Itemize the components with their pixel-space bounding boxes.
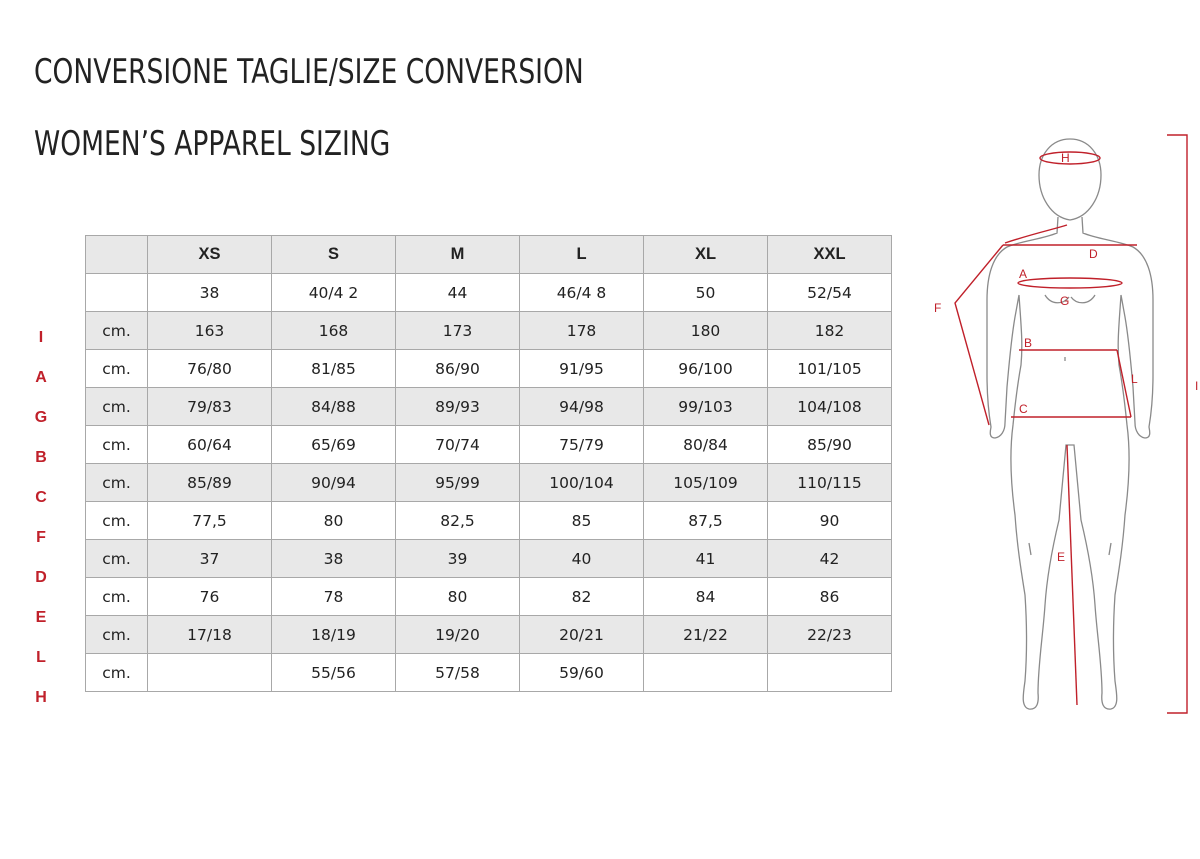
value-cell: 70/74 — [396, 426, 520, 464]
label-a: A — [1019, 267, 1028, 281]
measurement-guides — [955, 135, 1187, 713]
value-cell: 75/79 — [520, 426, 644, 464]
value-cell: 182 — [768, 312, 892, 350]
header-row — [86, 236, 892, 274]
unit-cell: cm. — [86, 464, 148, 502]
body-measurement-figure — [925, 125, 1200, 725]
value-cell: 86/90 — [396, 350, 520, 388]
value-cell: 94/98 — [520, 388, 644, 426]
value-cell: 80 — [396, 578, 520, 616]
value-cell: 40/4 2 — [272, 274, 396, 312]
table-row — [86, 616, 892, 654]
table-row — [86, 388, 892, 426]
value-cell: 59/60 — [520, 654, 644, 692]
value-cell: 76 — [148, 578, 272, 616]
table-row — [86, 578, 892, 616]
label-c: C — [1019, 402, 1028, 416]
value-cell: 100/104 — [520, 464, 644, 502]
value-cell: 96/100 — [644, 350, 768, 388]
row-letter-h: H — [35, 689, 47, 706]
value-cell: 52/54 — [768, 274, 892, 312]
value-cell: 89/93 — [396, 388, 520, 426]
value-cell: 105/109 — [644, 464, 768, 502]
value-cell: 79/83 — [148, 388, 272, 426]
size-table — [85, 235, 892, 692]
label-e: E — [1057, 550, 1066, 564]
label-g: G — [1060, 294, 1070, 308]
value-cell: 84 — [644, 578, 768, 616]
value-cell: 84/88 — [272, 388, 396, 426]
unit-cell: cm. — [86, 540, 148, 578]
unit-cell: cm. — [86, 350, 148, 388]
unit-cell: cm. — [86, 502, 148, 540]
unit-cell — [86, 274, 148, 312]
value-cell: 178 — [520, 312, 644, 350]
measurement-letters — [20, 315, 62, 715]
value-cell: 40 — [520, 540, 644, 578]
page-subtitle: WOMEN’S APPAREL SIZING — [34, 124, 391, 164]
unit-cell: cm. — [86, 616, 148, 654]
value-cell: 110/115 — [768, 464, 892, 502]
row-letter-i: I — [38, 329, 44, 346]
unit-cell: cm. — [86, 426, 148, 464]
unit-cell: cm. — [86, 312, 148, 350]
value-cell: 41 — [644, 540, 768, 578]
value-cell — [148, 654, 272, 692]
table-row — [86, 274, 892, 312]
unit-cell: cm. — [86, 578, 148, 616]
value-cell: 168 — [272, 312, 396, 350]
value-cell: 77,5 — [148, 502, 272, 540]
header-cell-blank — [86, 236, 148, 274]
value-cell: 85 — [520, 502, 644, 540]
row-letter-a: A — [35, 369, 47, 386]
value-cell: 17/18 — [148, 616, 272, 654]
table-row — [86, 312, 892, 350]
value-cell: 20/21 — [520, 616, 644, 654]
value-cell: 76/80 — [148, 350, 272, 388]
value-cell: 82,5 — [396, 502, 520, 540]
header-cell-xl: XL — [644, 236, 768, 274]
label-f: F — [934, 301, 942, 315]
value-cell: 80/84 — [644, 426, 768, 464]
value-cell: 180 — [644, 312, 768, 350]
value-cell: 21/22 — [644, 616, 768, 654]
unit-cell: cm. — [86, 388, 148, 426]
label-d: D — [1089, 247, 1098, 261]
value-cell: 85/90 — [768, 426, 892, 464]
value-cell: 78 — [272, 578, 396, 616]
label-i: I — [1195, 379, 1199, 393]
value-cell: 82 — [520, 578, 644, 616]
row-letter-e: E — [35, 609, 47, 626]
value-cell: 86 — [768, 578, 892, 616]
page-title: CONVERSIONE TAGLIE/SIZE CONVERSION — [34, 52, 584, 92]
value-cell: 90/94 — [272, 464, 396, 502]
label-h: H — [1061, 151, 1070, 165]
value-cell: 80 — [272, 502, 396, 540]
value-cell: 55/56 — [272, 654, 396, 692]
value-cell: 38 — [272, 540, 396, 578]
header-cell-m: M — [396, 236, 520, 274]
value-cell: 173 — [396, 312, 520, 350]
label-b: B — [1024, 336, 1033, 350]
header-cell-l: L — [520, 236, 644, 274]
unit-cell: cm. — [86, 654, 148, 692]
table-row — [86, 426, 892, 464]
row-letter-f: F — [36, 529, 46, 546]
row-letter-l: L — [36, 649, 46, 666]
value-cell: 44 — [396, 274, 520, 312]
value-cell: 90 — [768, 502, 892, 540]
value-cell: 60/64 — [148, 426, 272, 464]
value-cell: 87,5 — [644, 502, 768, 540]
row-letter-b: B — [35, 449, 47, 466]
value-cell: 22/23 — [768, 616, 892, 654]
value-cell: 46/4 8 — [520, 274, 644, 312]
value-cell: 99/103 — [644, 388, 768, 426]
row-letter-c: C — [35, 489, 47, 506]
header-cell-xs: XS — [148, 236, 272, 274]
row-letter-g: G — [34, 409, 48, 426]
value-cell: 163 — [148, 312, 272, 350]
header-cell-s: S — [272, 236, 396, 274]
value-cell: 19/20 — [396, 616, 520, 654]
value-cell: 104/108 — [768, 388, 892, 426]
value-cell: 95/99 — [396, 464, 520, 502]
value-cell: 91/95 — [520, 350, 644, 388]
table-row — [86, 502, 892, 540]
table-row — [86, 540, 892, 578]
value-cell: 81/85 — [272, 350, 396, 388]
value-cell: 65/69 — [272, 426, 396, 464]
body-outline — [987, 139, 1153, 709]
figure-labels — [934, 151, 1198, 564]
label-l: L — [1131, 372, 1138, 386]
value-cell: 57/58 — [396, 654, 520, 692]
value-cell: 18/19 — [272, 616, 396, 654]
value-cell — [768, 654, 892, 692]
value-cell: 39 — [396, 540, 520, 578]
table-row — [86, 654, 892, 692]
value-cell — [644, 654, 768, 692]
row-letter-d: D — [35, 569, 47, 586]
value-cell: 42 — [768, 540, 892, 578]
value-cell: 101/105 — [768, 350, 892, 388]
table-row — [86, 464, 892, 502]
value-cell: 50 — [644, 274, 768, 312]
value-cell: 38 — [148, 274, 272, 312]
header-cell-xxl: XXL — [768, 236, 892, 274]
value-cell: 85/89 — [148, 464, 272, 502]
table-row — [86, 350, 892, 388]
value-cell: 37 — [148, 540, 272, 578]
